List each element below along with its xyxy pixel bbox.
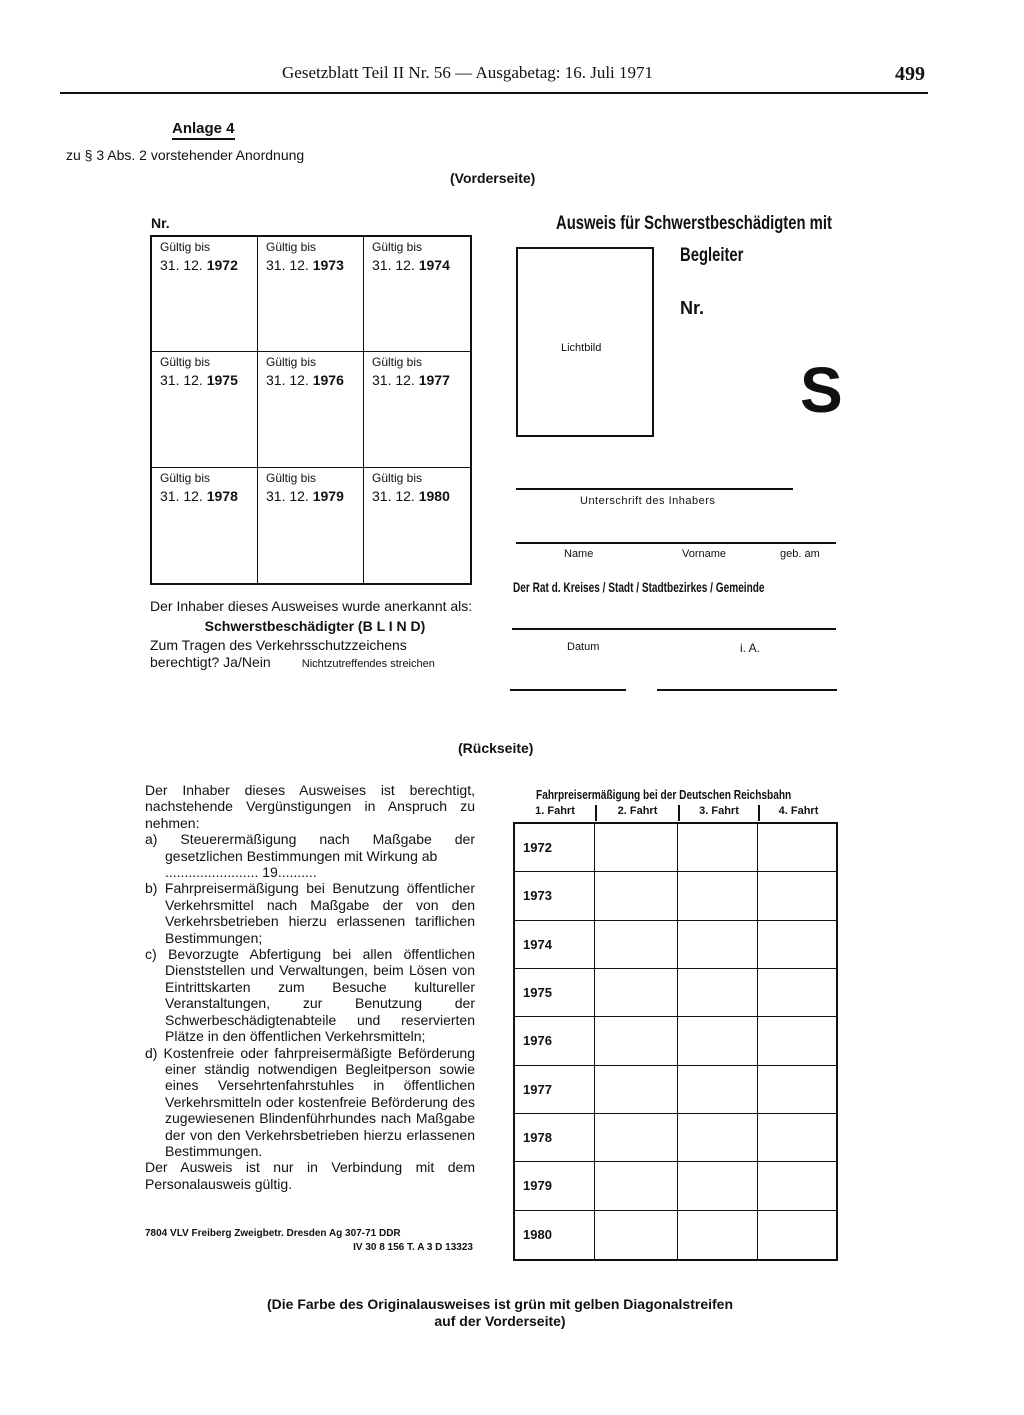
annex-title: Anlage 4 (172, 120, 235, 140)
validity-label: Gültig bis (266, 470, 317, 485)
validity-year: 1978 (206, 487, 238, 504)
first-name-label: Vorname (682, 548, 727, 560)
page-number: 499 (895, 63, 925, 85)
authority-line (512, 628, 836, 630)
fare-cell (678, 1162, 758, 1210)
validity-year: 1974 (418, 257, 450, 273)
validity-label: Gültig bis (372, 355, 423, 370)
fare-column-header: 2. Fahrt (595, 805, 678, 821)
validity-year: 1975 (206, 372, 238, 389)
card-number-label-right: Nr. (680, 298, 705, 318)
validity-cell (364, 352, 470, 467)
fare-cell (595, 1114, 678, 1162)
benefits-text (145, 782, 475, 1192)
validity-date: 31. 12. (372, 257, 415, 273)
fare-cell (678, 969, 758, 1017)
fare-year-cell: 1979 (515, 1162, 595, 1210)
holder-status-block (150, 598, 480, 673)
fare-cell (595, 969, 678, 1017)
imprint-line: IV 30 8 156 T. A 3 D 13323 (353, 1242, 473, 1253)
issuing-authority-label: Der Rat d. Kreises / Stadt / Stadtbezirkes / Gemeinde (513, 579, 765, 595)
color-note-line: auf der Vorderseite) (434, 1313, 566, 1329)
validity-label: Gültig bis (160, 470, 211, 485)
fare-cell (595, 921, 678, 969)
fare-cell (595, 1211, 678, 1259)
signature-label: Unterschrift des Inhabers (580, 495, 716, 507)
fare-table (513, 822, 838, 1261)
validity-note: Der Ausweis ist nur in Verbindung mit dem Personalausweis gültig. (145, 1159, 475, 1192)
validity-year: 1972 (206, 257, 238, 273)
validity-label: Gültig bis (266, 355, 317, 370)
validity-cell (258, 352, 364, 467)
benefit-a-year: ........................ 19.......... (165, 864, 317, 881)
fare-cell (678, 1114, 758, 1162)
date-label: Datum (567, 641, 600, 653)
validity-date: 31. 12. (372, 372, 415, 389)
fare-year-cell: 1980 (515, 1211, 595, 1259)
validity-cell (152, 352, 258, 467)
color-note (100, 1296, 900, 1330)
validity-grid (150, 235, 472, 585)
fare-table-header (515, 805, 837, 821)
fare-cell (678, 1066, 758, 1114)
traffic-sign-question: Zum Tragen des Verkehrsschutzzeichens (150, 637, 407, 653)
fare-cell (595, 1066, 678, 1114)
fare-cell (678, 921, 758, 969)
running-header: Gesetzblatt Teil II Nr. 56 — Ausgabetag: 16. Juli 1971 (282, 63, 654, 82)
fare-year-cell: 1974 (515, 921, 595, 969)
ia-signature-line (657, 689, 837, 691)
validity-cell (364, 237, 470, 352)
validity-date: 31. 12. (266, 487, 309, 504)
validity-label: Gültig bis (160, 355, 211, 370)
ia-label: i. A. (740, 641, 761, 655)
fare-cell (595, 824, 678, 872)
fare-cell (678, 824, 758, 872)
benefit-b: b) Fahrpreisermäßigung bei Benutzung öffentlicher Verkehrsmittel nach Maßgabe der von den Verkehrsbetrieben hierzu erlassenen tariflichen Bestimmungen; (145, 880, 475, 946)
fare-cell (595, 1162, 678, 1210)
benefit-d: d) Kostenfreie oder fahrpreisermäßigte Beförderung einer ständig notwendigen Begleitperson sowie eines Versehrtenfahrstuhles in öffentlichen Verkehrsmitteln oder kostenfreie Beförderung des zugewiesenen Blindenführhundes nach Maßgabe der von den Verkehrsbetrieben hierzu erlassenen Bestimmungen. (145, 1044, 475, 1159)
validity-year: 1973 (312, 257, 344, 273)
fare-year-cell: 1972 (515, 824, 595, 872)
fare-cell (595, 1017, 678, 1065)
name-label: Name (564, 548, 594, 560)
validity-date: 31. 12. (160, 372, 203, 389)
benefit-c: c) Bevorzugte Abfertigung bei allen öffentlichen Dienststellen und Verwaltungen, beim Lösen von Eintrittskarten zum Besuche kultureller Veranstaltungen, zur Benutzung der Schwerbeschädigtenabteile und reservierten Plätze in den öffentlichen Verkehrsmitteln; (145, 946, 475, 1045)
card-title: Ausweis für Schwerstbeschädigten mit (556, 213, 832, 234)
fare-column-header: 3. Fahrt (678, 805, 758, 821)
annex-reference: zu § 3 Abs. 2 vorstehender Anordnung (66, 147, 305, 163)
fare-column-header: 4. Fahrt (758, 805, 837, 821)
fare-cell (758, 921, 836, 969)
validity-label: Gültig bis (160, 240, 211, 254)
fare-cell (758, 824, 836, 872)
fare-year-cell: 1976 (515, 1017, 595, 1065)
color-note-line: (Die Farbe des Originalausweises ist grün mit gelben Diagonalstreifen (266, 1296, 733, 1312)
photo-label: Lichtbild (561, 342, 602, 354)
name-line (516, 542, 836, 544)
validity-year: 1977 (418, 372, 450, 389)
holder-recognized-text: Der Inhaber dieses Ausweises wurde anerkannt als: (150, 598, 473, 614)
validity-date: 31. 12. (372, 487, 415, 504)
validity-date: 31. 12. (160, 487, 203, 504)
fare-cell (678, 1211, 758, 1259)
validity-label: Gültig bis (372, 240, 423, 254)
category-letter: S (800, 354, 843, 426)
fare-year-cell: 1975 (515, 969, 595, 1017)
validity-year: 1976 (312, 372, 344, 389)
fare-cell (758, 1211, 836, 1259)
fare-year-cell: 1977 (515, 1066, 595, 1114)
validity-cell (364, 468, 470, 583)
traffic-sign-answer: berechtigt? Ja/Nein (150, 654, 271, 670)
fare-year-cell: 1978 (515, 1114, 595, 1162)
signature-line (516, 488, 793, 490)
benefit-a: a) Steuerermäßigung nach Maßgabe der gesetzlichen Bestimmungen mit Wirkung ab (145, 831, 475, 864)
holder-category: Schwerstbeschädigter (B L I N D) (204, 618, 426, 634)
validity-cell (152, 468, 258, 583)
validity-cell (152, 237, 258, 352)
validity-date: 31. 12. (266, 257, 309, 273)
fare-cell (758, 1114, 836, 1162)
front-side-label: (Vorderseite) (450, 170, 536, 186)
fare-column-header: 1. Fahrt (535, 805, 575, 817)
validity-label: Gültig bis (372, 470, 423, 485)
benefits-intro: Der Inhaber dieses Ausweises ist berechtigt, nachstehende Vergünstigungen in Anspruch zu nehmen: (145, 782, 475, 831)
card-title-line2: Begleiter (680, 245, 744, 266)
validity-year: 1979 (312, 487, 344, 504)
fare-cell (678, 872, 758, 920)
fare-cell (758, 1017, 836, 1065)
card-number-label: Nr. (151, 215, 170, 231)
fare-year-cell: 1973 (515, 872, 595, 920)
header-rule (60, 92, 928, 94)
fare-table-title: Fahrpreisermäßigung bei der Deutschen Reichsbahn (536, 787, 792, 802)
back-side-label: (Rückseite) (458, 740, 534, 756)
imprint-line: 7804 VLV Freiberg Zweigbetr. Dresden Ag 307-71 DDR (145, 1228, 401, 1239)
printer-imprint (145, 1227, 473, 1255)
fare-cell (595, 872, 678, 920)
validity-date: 31. 12. (160, 257, 203, 273)
strike-note: Nichtzutreffendes streichen (301, 658, 435, 670)
validity-date: 31. 12. (266, 372, 309, 389)
validity-cell (258, 237, 364, 352)
validity-cell (258, 468, 364, 583)
date-line (510, 689, 626, 691)
birth-date-label: geb. am (780, 548, 820, 560)
validity-year: 1980 (418, 487, 450, 504)
validity-label: Gültig bis (266, 240, 317, 254)
fare-cell (758, 872, 836, 920)
fare-cell (758, 1066, 836, 1114)
fare-cell (758, 1162, 836, 1210)
fare-cell (758, 969, 836, 1017)
fare-cell (678, 1017, 758, 1065)
